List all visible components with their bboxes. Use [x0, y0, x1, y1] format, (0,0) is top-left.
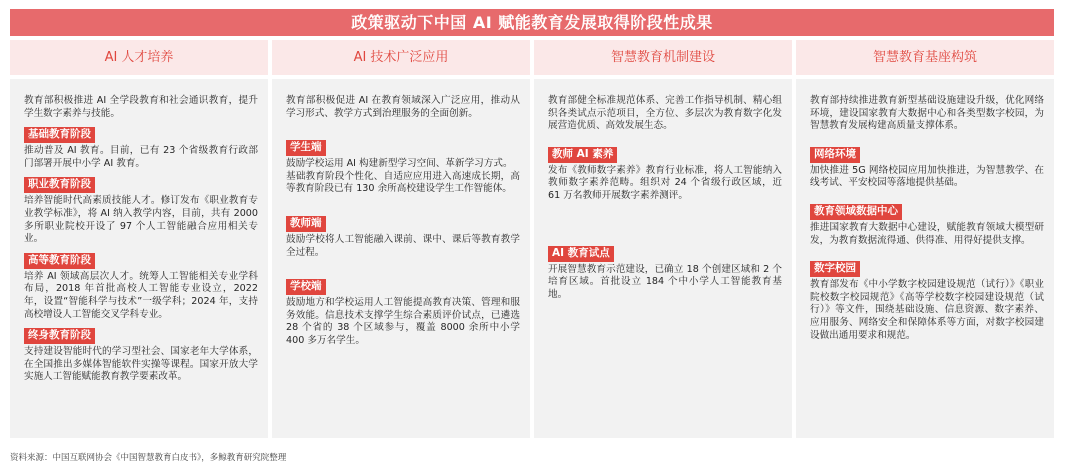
- section-tag: 网络环境: [810, 147, 860, 163]
- column-header: 智慧教育机制建设: [534, 40, 792, 75]
- column-intro: 教育部积极推进 AI 全学段教育和社会通识教育，提升学生数字素养与技能。: [24, 95, 258, 119]
- section-text: 发布《教师数字素养》教育行业标准，将人工智能纳入教师数字素养范畴。组织对 24 个省级行政区域，近 61 万名教师开展数字素养测评。: [548, 164, 782, 201]
- column-header: AI 人才培养: [10, 40, 268, 75]
- column-body: [534, 79, 792, 438]
- section-text: 开展智慧教育示范建设，已确立 18 个创建区域和 2 个培育区域。首批设立 184 个中小学人工智能教育基地。: [548, 263, 782, 300]
- column-infrastructure: [796, 40, 1054, 438]
- section-text: 鼓励学校将人工智能融入课前、课中、课后等教育教学全过程。: [286, 233, 520, 258]
- section-text: 鼓励学校运用 AI 构建新型学习空间、革新学习方式。 基础教育阶段个性化、自适应应用进入高速成长期，高等教育阶段已有 130 余所高校建设学生工作智能体。: [286, 158, 520, 195]
- column-ai-application: [272, 40, 530, 438]
- column-body: [272, 79, 530, 438]
- section-tag: 学校端: [286, 279, 326, 295]
- columns-container: [10, 40, 1054, 438]
- column-ai-talent: [10, 40, 268, 438]
- section-text: 推动普及 AI 教育。目前，已有 23 个省级教育行政部门部署开展中小学 AI 教育。: [24, 145, 258, 169]
- section-tag: AI 教育试点: [548, 246, 614, 262]
- section-tag: 高等教育阶段: [24, 253, 95, 269]
- section-text: 推进国家教育大数据中心建设，赋能教育领域大模型研发，为教育数据流得通、供得准、用得好提供支撑。: [810, 221, 1044, 246]
- column-header: AI 技术广泛应用: [272, 40, 530, 75]
- column-body: [10, 79, 268, 438]
- section-text: 加快推进 5G 网络校园应用加快推进，为智慧教学、在线考试、平安校园等落地提供基础。: [810, 164, 1044, 189]
- column-body: [796, 79, 1054, 438]
- section-tag: 职业教育阶段: [24, 177, 95, 193]
- source-note: 资料来源：中国互联网协会《中国智慧教育白皮书》，多鲸教育研究院整理: [10, 453, 287, 463]
- column-intro: 教育部积极促进 AI 在教育领域深入广泛应用，推动从学习形式、教学方式到治理服务的全面创新。: [286, 95, 520, 119]
- column-mechanism: [534, 40, 792, 438]
- section-text: 培养智能时代高素质技能人才。修订发布《职业教育专业教学标准》，将 AI 纳入教学内容，目前，共有 2000 多所职业院校开设了 97 个人工智能融合应用相关专业。: [24, 195, 258, 245]
- section-tag: 教师 AI 素养: [548, 147, 617, 163]
- column-intro: 教育部健全标准规范体系、完善工作指导机制、精心组织各类试点示范项目，全方位、多层次为教育数字化发展营造优质、高效发展生态。: [548, 95, 782, 132]
- section-text: 教育部发布《中小学数字校园建设规范（试行）》《职业院校数字校园规范》《高等学校数字校园建设规范（试行）》等文件，围绕基础设施、信息资源、数字素养、应用服务、网络安全和保障体系等方面，对数字校园建设做出通用要求和规范。: [810, 279, 1044, 341]
- section-tag: 数字校园: [810, 261, 860, 277]
- section-tag: 教育领域数据中心: [810, 204, 902, 220]
- column-intro: 教育部持续推进教育新型基础设施建设升级，优化网络环境，建设国家教育大数据中心和各类型数字校园，为智慧教育发展构建高质量支撑体系。: [810, 95, 1044, 132]
- section-text: 支持建设智能时代的学习型社会、国家老年大学体系，在全国推出多媒体智能软件实操等课程。国家开放大学实施人工智能赋能教育教学要素改革。: [24, 346, 258, 383]
- section-tag: 教师端: [286, 216, 326, 232]
- section-text: 培养 AI 领域高层次人才。统筹人工智能相关专业学科布局，2018 年首批高校人工智能专业设立，2022 年，设置“智能科学与技术”一级学科；2024 年，支持高校增设人工智能交叉学科专业。: [24, 270, 258, 320]
- page-title: 政策驱动下中国 AI 赋能教育发展取得阶段性成果: [10, 9, 1054, 36]
- section-text: 鼓励地方和学校运用人工智能提高教育决策、管理和服务效能。信息技术支撑学生综合素质评价试点，已遴选 28 个省的 38 个区域参与，覆盖 8000 余所中小学 400 多万名学生。: [286, 297, 520, 346]
- section-tag: 基础教育阶段: [24, 127, 95, 143]
- section-tag: 学生端: [286, 140, 326, 156]
- section-tag: 终身教育阶段: [24, 328, 95, 344]
- column-header: 智慧教育基座构筑: [796, 40, 1054, 75]
